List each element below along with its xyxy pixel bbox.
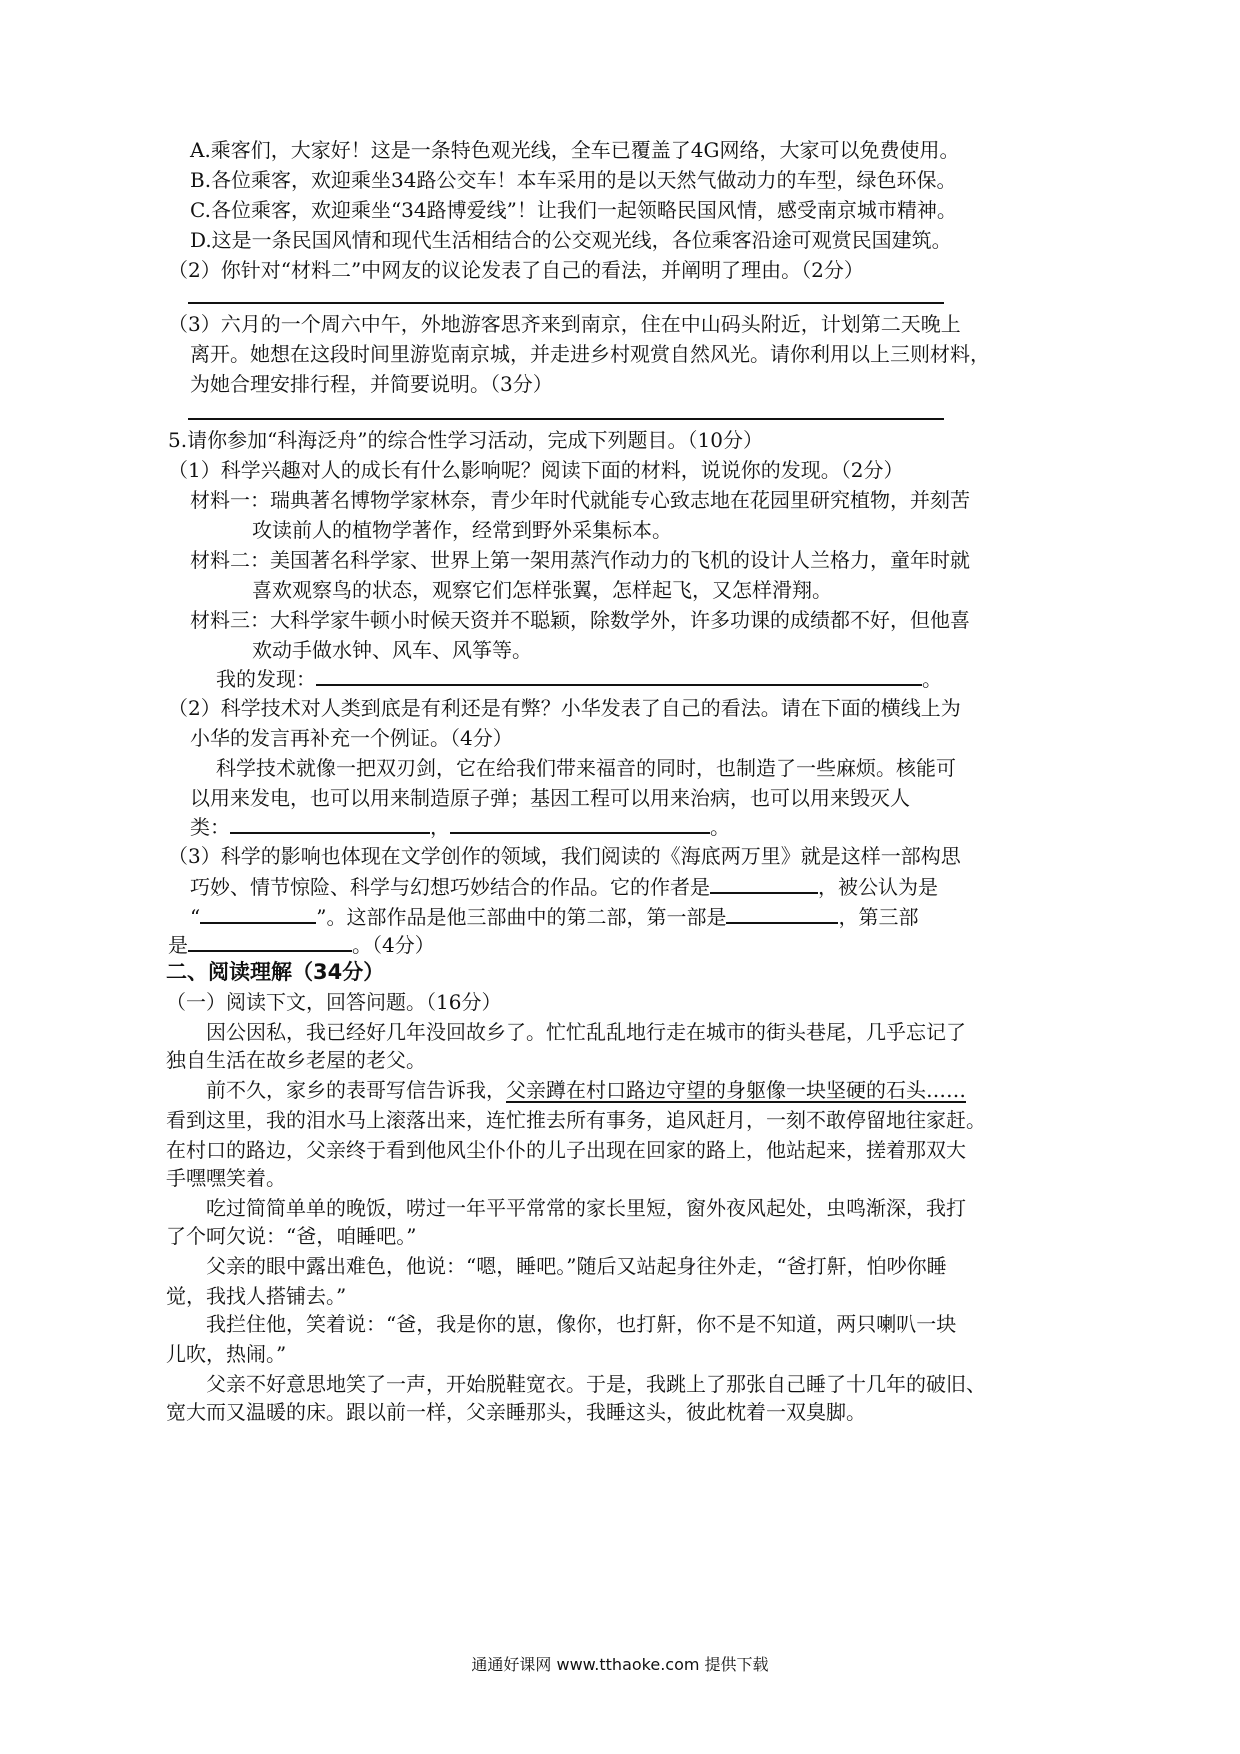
question-5-1: （1）科学兴趣对人的成长有什么影响呢？阅读下面的材料，说说你的发现。（2分） (168, 458, 904, 482)
material-1-line1: 材料一：瑞典著名博物学家林奈，青少年时代就能专心致志地在花园里研究植物，并刻苦 (190, 488, 970, 512)
speech-prefix: 类： (190, 815, 230, 839)
passage-p2-line3: 在村口的路边，父亲终于看到他风尘仆仆的儿子出现在回家的路上，他站起来，搓着那双大 (166, 1138, 966, 1162)
passage-p4-line2: 觉，我找人搭铺去。” (166, 1284, 347, 1308)
material-2-line2: 喜欢观察鸟的状态，观察它们怎样张翼，怎样起飞，又怎样滑翔。 (252, 578, 832, 602)
question-5-3-line2 (190, 872, 938, 901)
option-c: C.各位乘客，欢迎乘坐“34路博爱线”！让我们一起领略民国风情，感受南京城市精神。 (190, 198, 957, 222)
option-a: A.乘客们，大家好！这是一条特色观光线，全车已覆盖了4G网络，大家可以免费使用。 (190, 138, 960, 162)
material-2-line1: 材料二：美国著名科学家、世界上第一架用蒸汽作动力的飞机的设计人兰格力，童年时就 (190, 548, 970, 572)
passage-p2-line2: 看到这里，我的泪水马上滚落出来，连忙推去所有事务，追风赶月，一刻不敢停留地往家赶。 (166, 1108, 986, 1132)
comma: ， (430, 815, 450, 839)
passage-p5-line1: 我拦住他，笑着说：“爸，我是你的崽，像你，也打鼾，你不是不知道，两只喇叭一块 (206, 1312, 957, 1336)
passage-p2-line1 (206, 1076, 966, 1104)
first-book-blank[interactable] (726, 902, 838, 924)
text: “ (190, 905, 201, 929)
discovery-blank[interactable] (316, 664, 922, 686)
passage-p4-line1: 父亲的眼中露出难色，他说：“嗯，睡吧。”随后又站起身往外走，“爸打鼾，怕吵你睡 (206, 1254, 947, 1278)
discovery-label: 我的发现： (216, 667, 316, 691)
question-5-title: 5.请你参加“科海泛舟”的综合性学习活动，完成下列题目。（10分） (168, 428, 763, 452)
question-4-3-line1: （3）六月的一个周六中午，外地游客思齐来到南京，住在中山码头附近，计划第二天晚上 (168, 312, 961, 336)
question-4-3-line3: 为她合理安排行程，并简要说明。（3分） (190, 372, 553, 396)
example-blank-1[interactable] (230, 812, 430, 834)
passage-p3-line1: 吃过简简单单的晚饭，唠过一年平平常常的家长里短，窗外夜风起处，虫鸣渐深，我打 (206, 1196, 966, 1220)
question-5-3-line3 (190, 902, 918, 931)
discovery-row (216, 664, 942, 693)
material-1-line2: 攻读前人的植物学著作，经常到野外采集标本。 (252, 518, 672, 542)
period: 。 (710, 815, 730, 839)
question-4-2: （2）你针对“材料二”中网友的议论发表了自己的看法，并阐明了理由。（2分） (168, 258, 864, 282)
passage-p6-line2: 宽大而又温暖的床。跟以前一样，父亲睡那头，我睡这头，彼此枕着一双臭脚。 (166, 1400, 866, 1424)
answer-line[interactable] (188, 302, 944, 304)
speech-line3 (190, 812, 730, 841)
question-5-3-line4 (168, 930, 435, 959)
passage-p3-line2: 了个呵欠说：“爸，咱睡吧。” (166, 1224, 417, 1248)
passage-p2-line4: 手嘿嘿笑着。 (166, 1166, 286, 1190)
answer-line[interactable] (188, 418, 944, 420)
question-5-2-line2: 小华的发言再补充一个例证。（4分） (190, 726, 513, 750)
example-blank-2[interactable] (450, 812, 710, 834)
question-5-3-line1: （3）科学的影响也体现在文学创作的领域，我们阅读的《海底两万里》就是这样一部构思 (168, 844, 961, 868)
text: 前不久，家乡的表哥写信告诉我， (206, 1078, 506, 1102)
title-blank[interactable] (200, 902, 316, 924)
period: 。 (922, 667, 942, 691)
passage-p1-line2: 独自生活在故乡老屋的老父。 (166, 1048, 426, 1072)
material-3-line2: 欢动手做水钟、风车、风筝等。 (252, 638, 532, 662)
option-b: B.各位乘客，欢迎乘坐34路公交车！本车采用的是以天然气做动力的车型，绿色环保。 (190, 168, 957, 192)
page-footer: 通通好课网 www.tthaoke.com 提供下载 (471, 1655, 769, 1674)
question-4-3-line2: 离开。她想在这段时间里游览南京城，并走进乡村观赏自然风光。请你利用以上三则材料， (190, 342, 990, 366)
section-2-title: 二、阅读理解（34分） (166, 960, 385, 984)
text: 巧妙、情节惊险、科学与幻想巧妙结合的作品。它的作者是 (190, 875, 710, 899)
author-blank[interactable] (710, 872, 818, 894)
question-5-2-line1: （2）科学技术对人类到底是有利还是有弊？小华发表了自己的看法。请在下面的横线上为 (168, 696, 961, 720)
passage-p5-line2: 儿吹，热闹。” (166, 1342, 287, 1366)
material-3-line1: 材料三：大科学家牛顿小时候天资并不聪颖，除数学外，许多功课的成绩都不好，但他喜 (190, 608, 970, 632)
text: 。（4分） (352, 933, 435, 957)
passage-p6-line1: 父亲不好意思地笑了一声，开始脱鞋宽衣。于是，我跳上了那张自己睡了十几年的破旧、 (206, 1372, 986, 1396)
subsection-1-title: （一）阅读下文，回答问题。（16分） (166, 990, 502, 1014)
ellipsis: …… (926, 1078, 966, 1102)
text: ”。这部作品是他三部曲中的第二部，第一部是 (316, 905, 727, 929)
speech-line2: 以用来发电，也可以用来制造原子弹；基因工程可以用来治病，也可以用来毁灭人 (190, 786, 910, 810)
speech-line1: 科学技术就像一把双刃剑，它在给我们带来福音的同时，也制造了一些麻烦。核能可 (216, 756, 956, 780)
passage-p1-line1: 因公因私，我已经好几年没回故乡了。忙忙乱乱地行走在城市的街头巷尾，几乎忘记了 (206, 1020, 966, 1044)
text: 是 (168, 933, 188, 957)
third-book-blank[interactable] (188, 930, 352, 952)
option-d: D.这是一条民国风情和现代生活相结合的公交观光线，各位乘客沿途可观赏民国建筑。 (190, 228, 952, 252)
underlined-sentence: 父亲蹲在村口路边守望的身躯像一块坚硬的石头 (506, 1078, 926, 1102)
text: ，第三部 (838, 905, 919, 929)
text: ，被公认为是 (818, 875, 938, 899)
